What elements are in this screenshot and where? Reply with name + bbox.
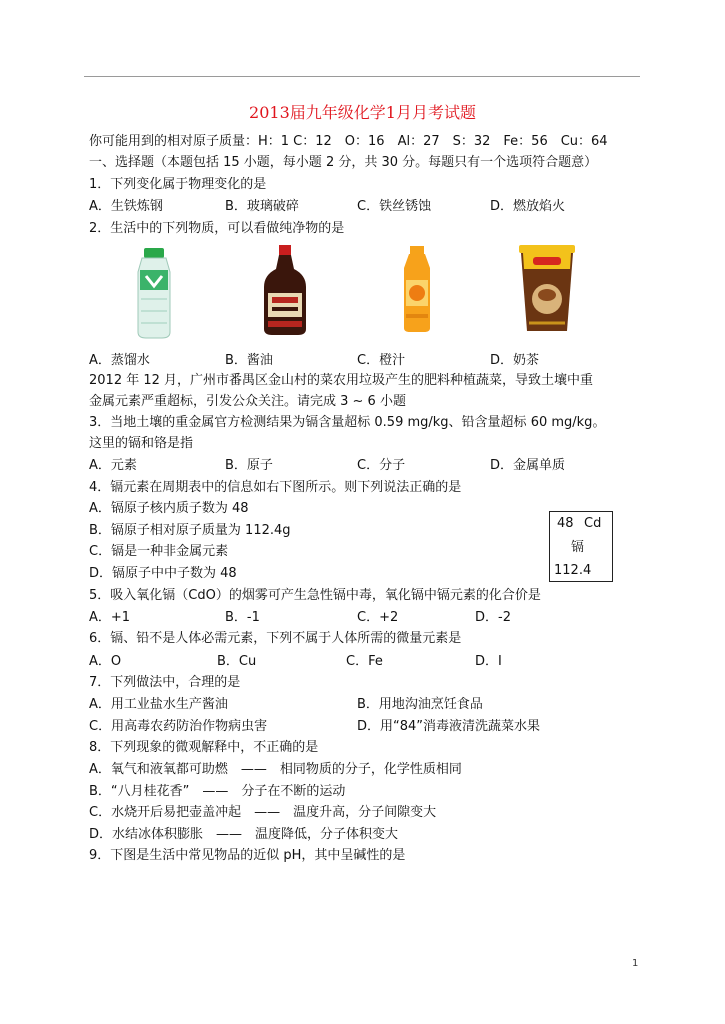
q1-stem: 1．下列变化属于物理变化的是 [89,177,267,192]
atomic-masses: 你可能用到的相对原子质量：H：1 C：12 O：16 Al：27 S：32 Fe：56 Cu：64 [89,134,608,149]
q9-stem: 9．下图是生活中常见物品的近似 pH，其中呈碱性的是 [89,848,406,863]
q5-option-c: C．+2 [357,610,399,625]
q8-option-c: C．水烧开后易把壶盖冲起 —— 温度升高，分子间隙变大 [89,805,437,820]
water-bottle-image [132,246,176,340]
q7-stem: 7．下列做法中，合理的是 [89,675,241,690]
q4-option-a: A．镉原子核内质子数为 48 [89,501,249,516]
soy-sauce-image [258,243,312,337]
q2-option-c: C．橙汁 [357,353,406,368]
q8-option-d: D．水结冰体积膨胀 —— 温度降低，分子体积变大 [89,827,399,842]
q6-option-b: B．Cu [217,654,257,669]
q6-option-c: C．Fe [346,654,383,669]
q1-option-b: B．玻璃破碎 [225,199,299,214]
passage-line-2: 金属元素严重超标，引发公众关注。请完成 3 ~ 6 小题 [89,394,406,409]
q6-stem: 6．镉、铅不是人体必需元素，下列不属于人体所需的微量元素是 [89,631,462,646]
q4-option-b: B．镉原子相对原子质量为 112.4g [89,523,291,538]
q5-option-d: D．-2 [475,610,511,625]
q7-option-d: D．用“84”消毒液清洗蔬菜水果 [357,719,541,734]
q5-option-b: B．-1 [225,610,260,625]
passage-line-1: 2012 年 12 月，广州市番禺区金山村的菜农用垃圾产生的肥料种植蔬菜，导致土壤中重 [89,373,594,388]
q3-option-b: B．原子 [225,458,273,473]
page-title: 2013届九年级化学1月月考试题 [249,103,476,122]
section-heading: 一、选择题（本题包括 15 小题，每小题 2 分，共 30 分。每题只有一个选项符合题意） [89,155,598,170]
q2-option-a: A．蒸馏水 [89,353,150,368]
q8-option-b: B．“八月桂花香” —— 分子在不断的运动 [89,784,346,799]
cadmium-element-cell [549,511,613,582]
atomic-mass: 112.4 [554,563,592,578]
q1-option-d: D．燃放焰火 [490,199,566,214]
atomic-number: 48 [557,516,574,531]
q1-option-a: A．生铁炼钢 [89,199,163,214]
q4-option-d: D．镉原子中中子数为 48 [89,566,237,581]
q3-stem-line-2: 这里的镉和铬是指 [89,436,194,451]
q3-stem-line-1: 3．当地土壤的重金属官方检测结果为镉含量超标 0.59 mg/kg、铅含量超标 60 mg/kg。 [89,415,606,430]
q7-option-b: B．用地沟油烹饪食品 [357,697,483,712]
milk-tea-image [515,243,579,335]
element-symbol: Cd [584,516,602,531]
q2-option-b: B．酱油 [225,353,273,368]
q1-option-c: C．铁丝锈蚀 [357,199,432,214]
q6-option-d: D．I [475,654,502,669]
q2-option-d: D．奶茶 [490,353,540,368]
q6-option-a: A．O [89,654,122,669]
header-rule [84,76,640,77]
q8-stem: 8．下列现象的微观解释中，不正确的是 [89,740,319,755]
q8-option-a: A．氧气和液氧都可助燃 —— 相同物质的分子，化学性质相同 [89,762,462,777]
q5-option-a: A．+1 [89,610,131,625]
q7-option-a: A．用工业盐水生产酱油 [89,697,228,712]
q4-option-c: C．镉是一种非金属元素 [89,544,229,559]
q2-stem: 2．生活中的下列物质，可以看做纯净物的是 [89,221,345,236]
orange-juice-image [398,244,436,334]
page-number: 1 [632,958,639,969]
q7-option-c: C．用高毒农药防治作物病虫害 [89,719,268,734]
q3-option-d: D．金属单质 [490,458,566,473]
q3-option-c: C．分子 [357,458,406,473]
q5-stem: 5．吸入氧化镉（CdO）的烟雾可产生急性镉中毒，氧化镉中镉元素的化合价是 [89,588,541,603]
q4-stem: 4．镉元素在周期表中的信息如右下图所示。则下列说法正确的是 [89,480,462,495]
element-name: 镉 [571,540,585,555]
q3-option-a: A．元素 [89,458,137,473]
